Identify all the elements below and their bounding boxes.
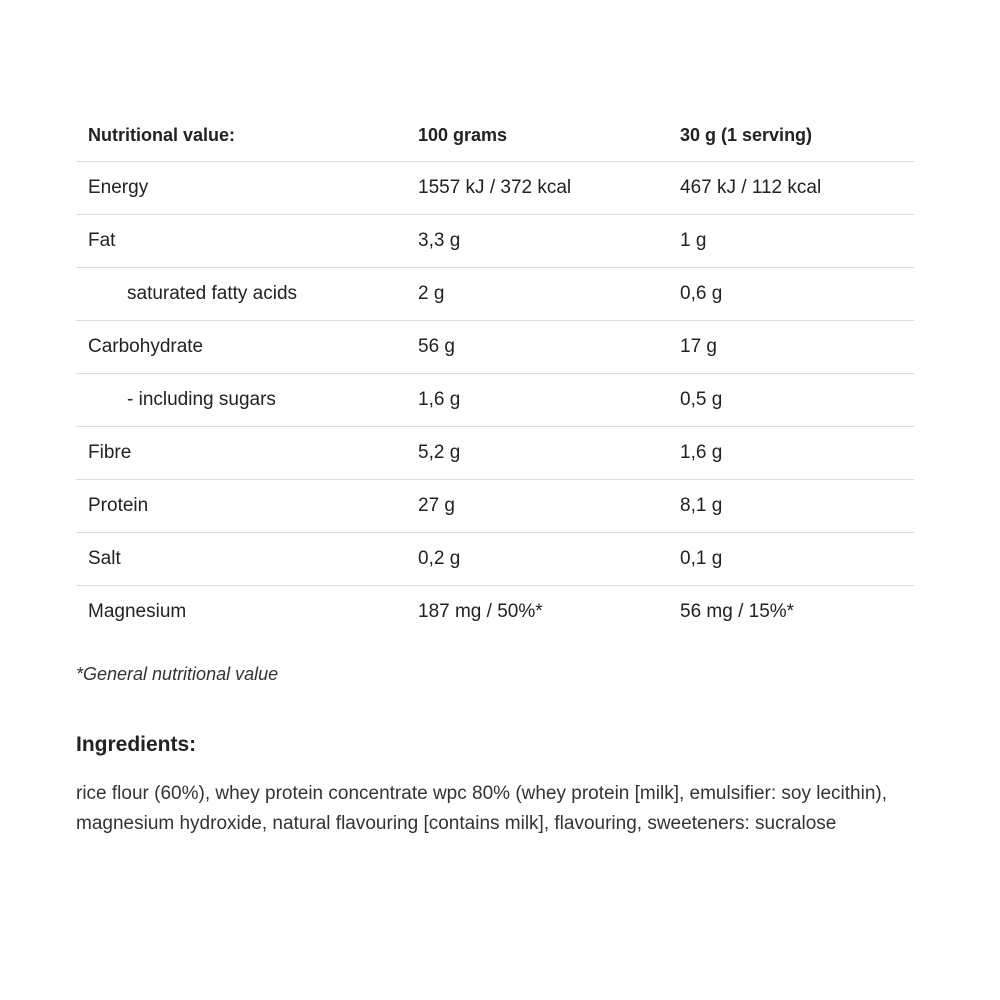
ingredients-text: rice flour (60%), whey protein concentrate wpc 80% (whey protein [milk], emulsifier: soy lecithin), magnesium hydroxide, natural flavouring [contains milk], flavouring, sweeteners: sucralose bbox=[76, 783, 887, 834]
header-nutritional-value: Nutritional value: bbox=[76, 110, 406, 162]
value-per-100g: 0,2 g bbox=[406, 533, 668, 586]
footnote: *General nutritional value bbox=[76, 664, 279, 684]
table-row bbox=[76, 268, 914, 321]
table-row bbox=[76, 586, 914, 639]
value-per-100g: 1,6 g bbox=[406, 374, 668, 427]
value-per-serving: 0,1 g bbox=[668, 533, 914, 586]
header-per-100g: 100 grams bbox=[406, 110, 668, 162]
table-row bbox=[76, 321, 914, 374]
ingredients-heading: Ingredients: bbox=[76, 733, 197, 756]
value-per-serving: 1,6 g bbox=[668, 427, 914, 480]
nutrient-name: Fibre bbox=[76, 427, 406, 480]
nutrient-name-sub: - including sugars bbox=[76, 374, 406, 427]
table-header-row bbox=[76, 110, 914, 162]
nutrient-name: Salt bbox=[76, 533, 406, 586]
value-per-100g: 5,2 g bbox=[406, 427, 668, 480]
value-per-100g: 187 mg / 50%* bbox=[418, 601, 543, 622]
table-row bbox=[76, 533, 914, 586]
table-row bbox=[76, 374, 914, 427]
nutrient-name: Carbohydrate bbox=[76, 321, 406, 374]
nutrient-name: Fat bbox=[76, 215, 406, 268]
value-per-serving: 467 kJ / 112 kcal bbox=[668, 162, 914, 215]
table-row bbox=[76, 162, 914, 215]
value-per-serving: 8,1 g bbox=[668, 480, 914, 533]
value-per-100g: 1557 kJ / 372 kcal bbox=[406, 162, 668, 215]
nutrient-name: Protein bbox=[76, 480, 406, 533]
value-per-serving: 56 mg / 15%* bbox=[680, 601, 795, 622]
product-info bbox=[76, 110, 914, 839]
value-per-serving: 0,6 g bbox=[668, 268, 914, 321]
nutrient-name: Energy bbox=[76, 162, 406, 215]
table-row bbox=[76, 427, 914, 480]
value-per-100g: 56 g bbox=[406, 321, 668, 374]
value-per-100g: 27 g bbox=[406, 480, 668, 533]
table-row bbox=[76, 480, 914, 533]
nutrition-table bbox=[76, 110, 914, 638]
value-per-serving: 1 g bbox=[668, 215, 914, 268]
value-per-serving: 0,5 g bbox=[668, 374, 914, 427]
value-per-100g: 3,3 g bbox=[406, 215, 668, 268]
table-row bbox=[76, 215, 914, 268]
value-per-serving: 17 g bbox=[668, 321, 914, 374]
nutrient-name: Magnesium bbox=[88, 601, 187, 622]
value-per-100g: 2 g bbox=[406, 268, 668, 321]
header-per-serving: 30 g (1 serving) bbox=[668, 110, 914, 162]
nutrient-name-sub: saturated fatty acids bbox=[76, 268, 406, 321]
